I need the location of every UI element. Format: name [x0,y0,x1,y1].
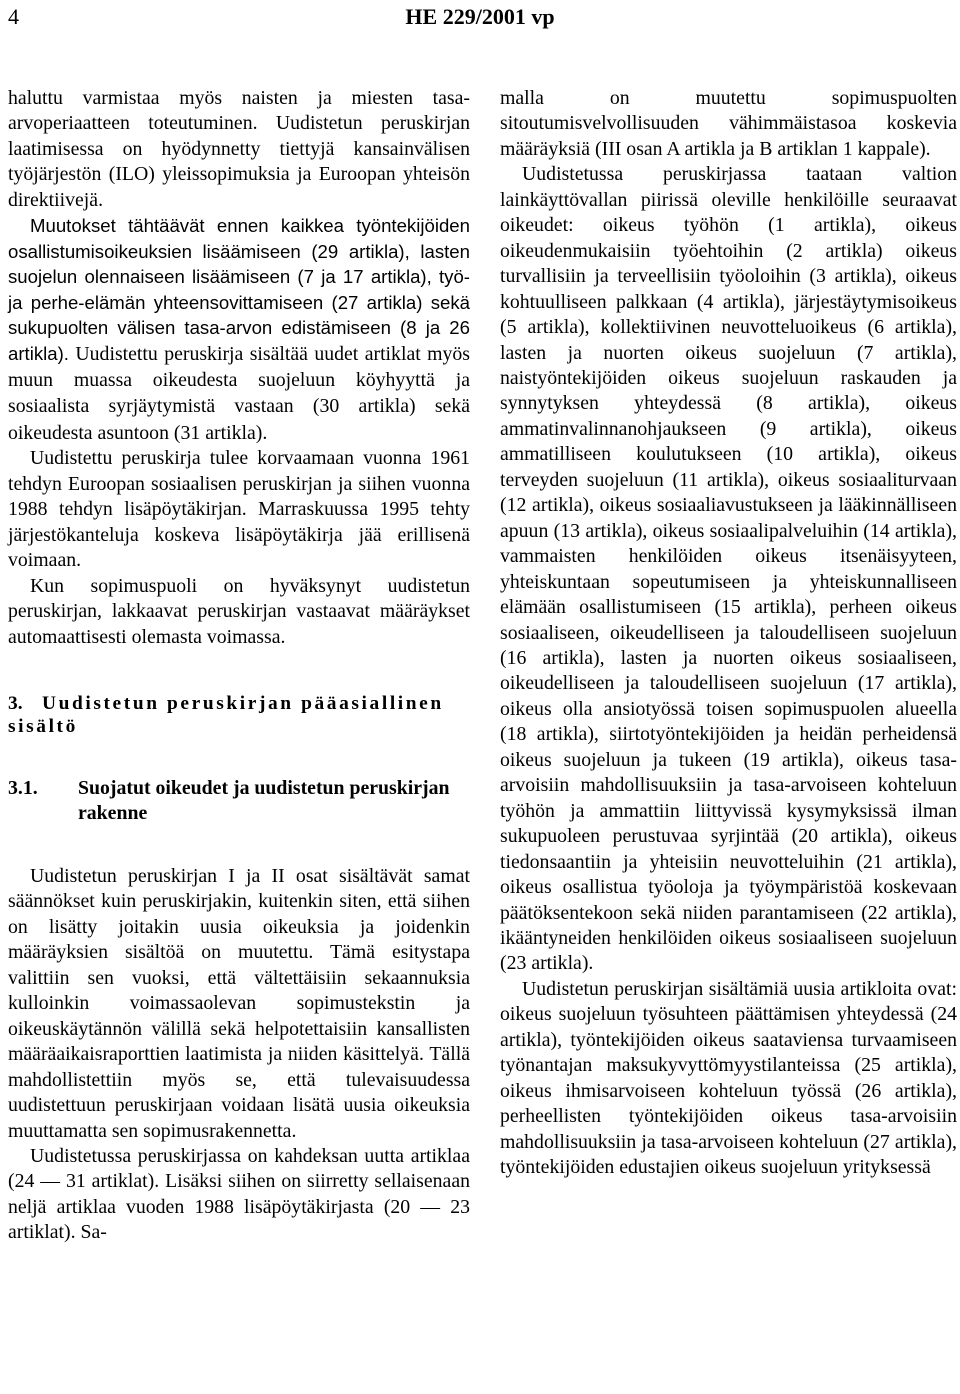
page-header [8,0,952,34]
paragraph-text-continued: Uudistettu peruskirja sisältää uudet artiklat myös muun muassa oikeudesta suojeluun köyhyyttä ja sosiaalista syrjäytymistä vastaan (30 artikla) sekä oikeudesta asuntoon (31 artikla). [8,342,470,444]
paragraph: Uudistetun peruskirjan I ja II osat sisältävät samat säännökset kuin peruskirjakin, kuitenkin siten, että siihen on lisätty joitakin uusia oikeuksia ja joidenkin määräyksien sisältöä on muutettu. Tämä esitystapa valittiin sen vuoksi, että vältettäisiin sekaannuksia kulloinkin voimassaolevan sopimustekstin ja oikeuskäytännön välillä sekä helpotettaisiin kansallisten määräaikaisraporttien laatimista ja niiden käsittelyä. Tällä mahdollistettiin myös se, että tulevaisuudessa uudistettuun peruskirjaan voidaan lisätä uusia oikeuksia muuttamatta sen sopimusrakennetta. [8,864,470,1142]
right-column [500,86,957,1180]
paragraph: haluttu varmistaa myös naisten ja miesten tasa-arvoperiaatteen toteutuminen. Uudistetun peruskirjan laatimisessa on hyödynnetty tiettyjä kansainvälisen työjärjestön (ILO) yleissopimuksia ja Euroopan yhteisön direktiivejä. [8,87,470,211]
left-column [8,86,470,1246]
paragraph: Uudistetussa peruskirjassa taataan valtion lainkäyttövallan piirissä oleville henkilöille seuraavat oikeudet: oikeus työhön (1 artikla), oikeus oikeudenmukaisiin työehtoihin (2 artikla) oikeus turvallisiin ja terveellisiin työoloihin (3 artikla), oikeus kohtuulliseen palkkaan (4 artikla), järjestäytymisoikeus (5 artikla), kollektiivinen neuvotteluoikeus (6 artikla), lasten ja nuorten oikeus suojeluun (7 artikla), naistyöntekijöiden oikeus suojeluun raskauden ja synnytyksen yhteydessä (8 artikla), oikeus ammatinvalinnanohjaukseen (9 artikla), oikeus ammatilliseen koulutukseen (10 artikla), oikeus terveyden suojeluun (11 artikla), oikeus sosiaaliturvaan (12 artikla), oikeus sosiaaliavustukseen ja lääkinnälliseen apuun (13 artikla), oikeus sosiaalipalveluihin (14 artikla), vammaisten henkilöiden oikeus itsenäisyyteen, yhteiskuntaan sopeutumiseen ja yhteiskunnalliseen elämään osallistumiseen (15 artikla), perheen oikeus sosiaaliseen, oikeudelliseen ja taloudelliseen suojeluun (16 artikla), lasten ja nuorten oikeus sosiaaliseen, oikeudelliseen ja taloudelliseen suojeluun (17 artikla), oikeus olla ansiotyössä toisen sopimuspuolen alueella (18 artikla), siirtotyöntekijöiden ja heidän perheidensä oikeus suojeluun ja tukeen (19 artikla), oikeus tasa-arvoisiin mahdollisuuksiin ja tasa-arvoiseen kohteluun työhön ja ammattiin liittyvissä kysymyksissä ilman sukupuoleen perustuvaa syrjintää (20 artikla), oikeus tiedonsaantiin ja yhteisiin neuvotteluihin (21 artikla), oikeus osallistua työoloja ja työympäristöä koskevaan päätöksentekoon sekä niiden parantamiseen (22 artikla), ikääntyneiden henkilöiden oikeus sosiaaliseen suojeluun (23 artikla). [500,163,957,975]
section-number: 3. [8,692,23,714]
document-id: HE 229/2001 vp [405,4,555,29]
subsection-heading [8,776,470,826]
section-heading [8,692,470,738]
subsection-number: 3.1. [8,776,38,799]
paragraph [8,213,470,446]
paragraph: malla on muutettu sopimuspuolten sitoutumisvelvollisuuden vähimmäistasoa koskevia määräyksiä (III osan A artikla ja B artiklan 1 kappale). [500,87,957,160]
paragraph: Uudistettu peruskirja tulee korvaamaan vuonna 1961 tehdyn Euroopan sosiaalisen peruskirjan ja siihen vuonna 1988 tehdyn lisäpöytäkirjan. Marraskuussa 1995 tehty järjestökanteluja koskeva lisäpöytäkirja jää erillisenä voimaan. [8,447,470,572]
paragraph: Uudistetun peruskirjan sisältämiä uusia artikloita ovat: oikeus suojeluun työsuhteen päättämisen yhteydessä (24 artikla), työntekijöiden oikeus saataviensa turvaamiseen työnantajan maksukyvyttömyystilanteissa (25 artikla), oikeus ihmisarvoiseen kohteluun työssä (26 artikla), perheellisten työntekijöiden oikeus tasa-arvoisiin mahdollisuuksiin ja tasa-arvoiseen kohteluun (27 artikla), työntekijöiden edustajien oikeus suojeluun yrityksessä [500,977,957,1179]
section-title: Uudistetun peruskirjan pääasiallinen sisältö [8,692,444,737]
paragraph-text: Muutokset tähtäävät ennen kaikkea työntekijöiden osallistumisoikeuksien lisäämiseen (29 artikla), lasten suojelun olennaiseen lisäämiseen (7 ja 17 artikla), työ- ja perhe-elämän yhteensovittamiseen (27 artikla) sekä sukupuolten välisen tasa-arvon edistämiseen (8 ja 26 artikla). [8,215,470,364]
page-number: 4 [8,4,19,29]
paragraph: Uudistetussa peruskirjassa on kahdeksan uutta artiklaa (24 — 31 artiklat). Lisäksi siihen on siirretty sellaisenaan neljä artiklaa vuoden 1988 lisäpöytäkirjasta (20 — 23 artiklat). Sa- [8,1144,470,1244]
paragraph: Kun sopimuspuoli on hyväksynyt uudistetun peruskirjan, lakkaavat peruskirjan vastaavat määräykset automaattisesti olemasta voimassa. [8,574,470,648]
subsection-title: Suojatut oikeudet ja uudistetun peruskirjan rakenne [78,776,450,824]
